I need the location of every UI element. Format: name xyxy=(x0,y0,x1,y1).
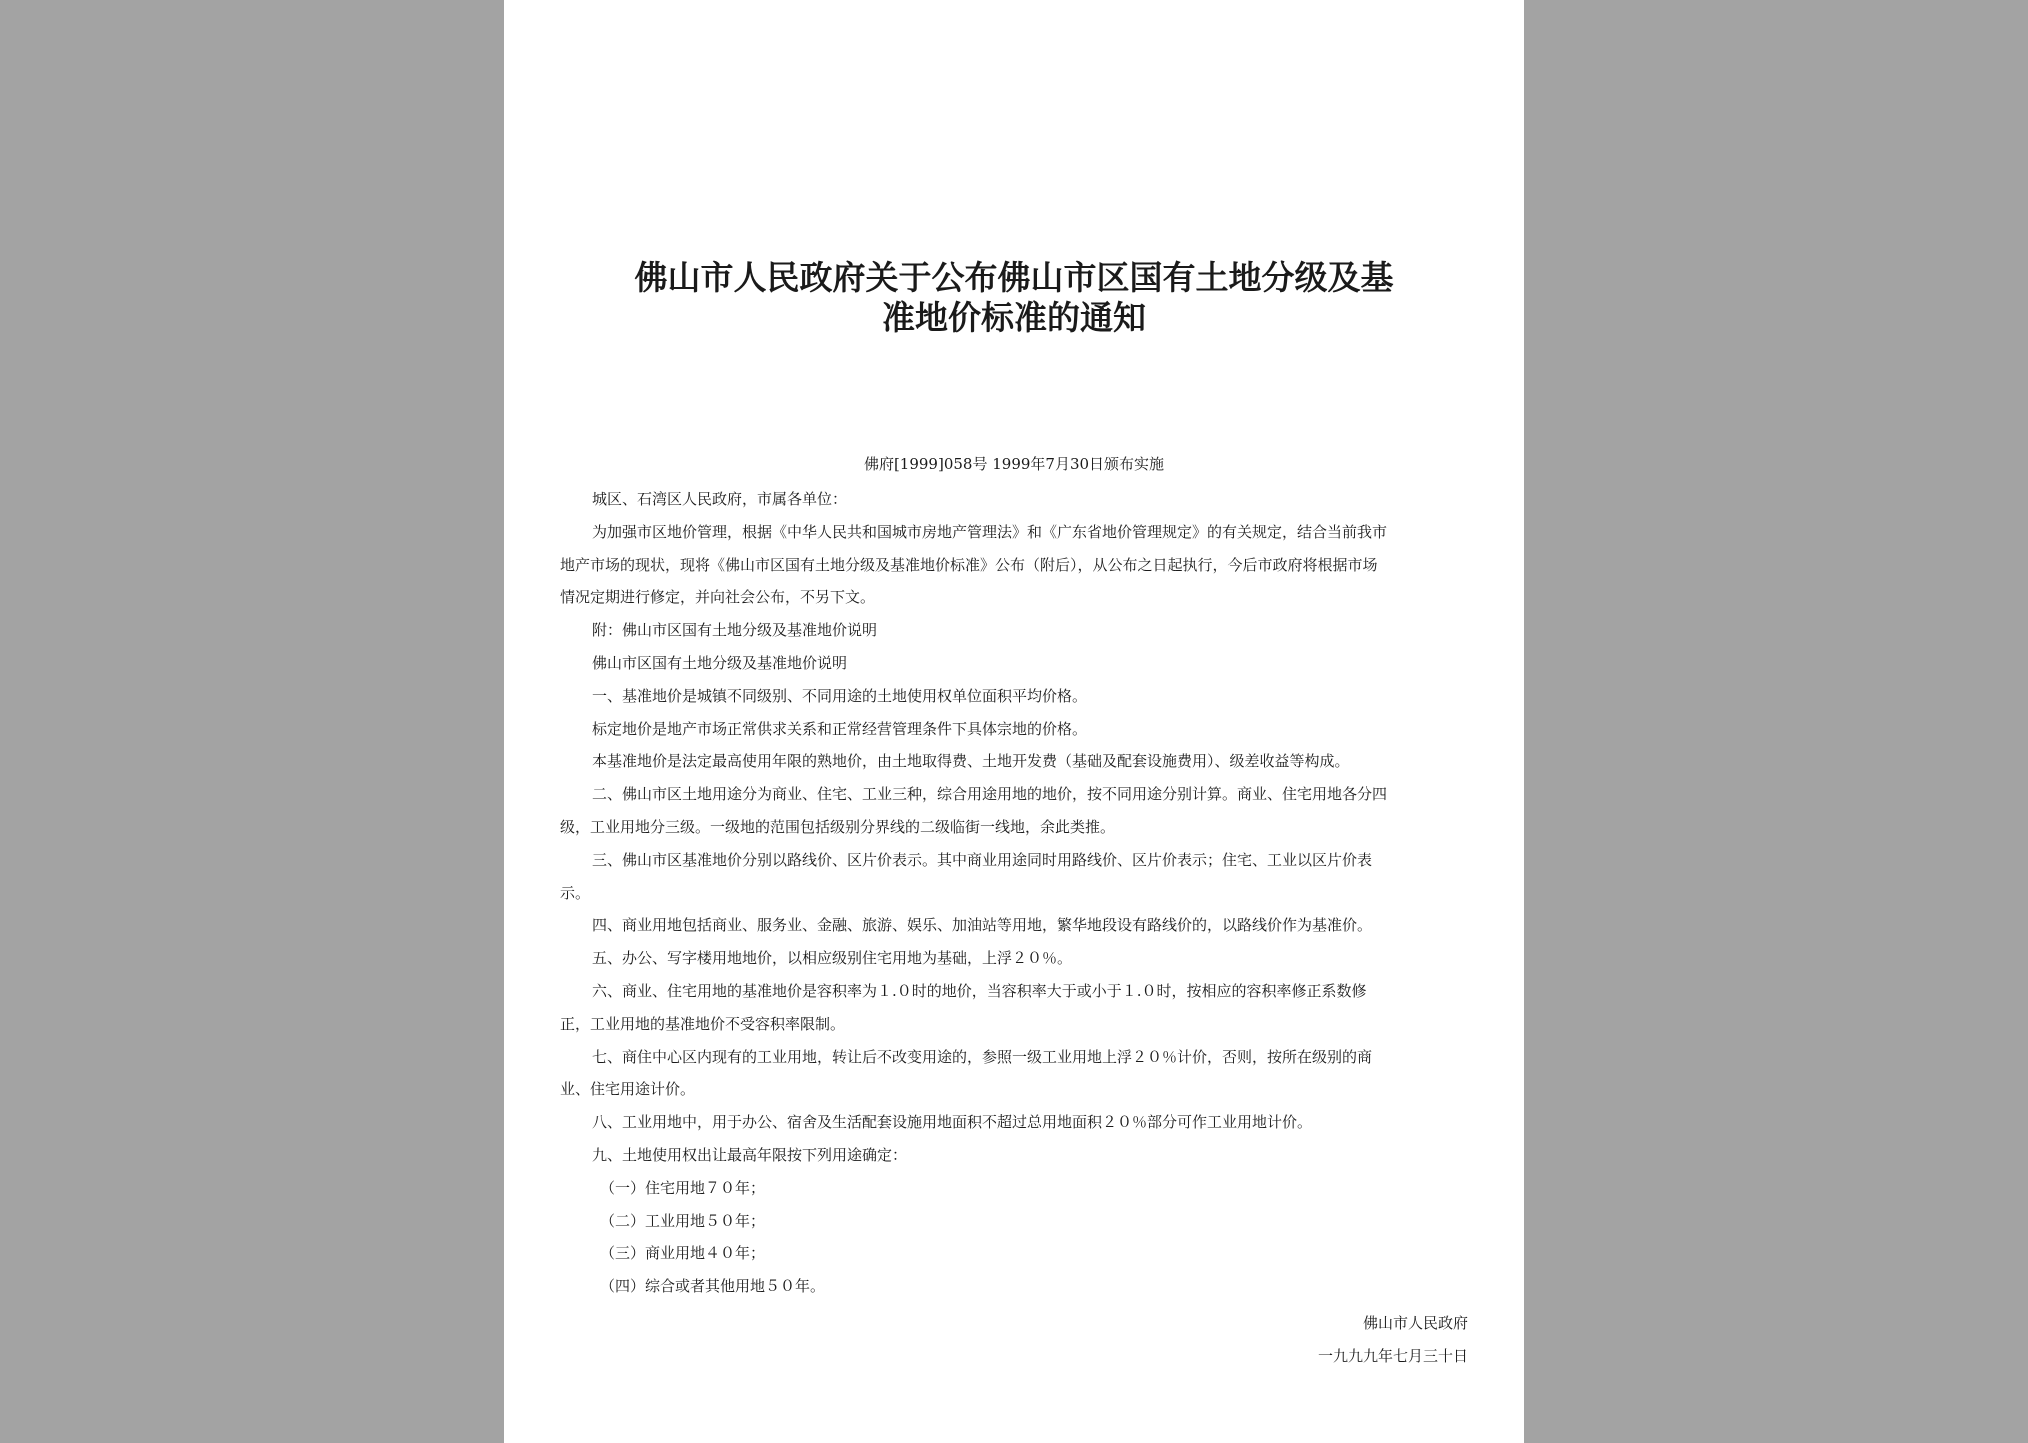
issuer-signature: 佛山市人民政府 xyxy=(1362,1314,1468,1332)
paragraph-line: 地产市场的现状，现将《佛山市区国有土地分级及基准地价标准》公布（附后），从公布之日起执行，今后市政府将根据市场 xyxy=(560,555,1378,574)
paragraph-line: 本基准地价是法定最高使用年限的熟地价，由土地取得费、土地开发费（基础及配套设施费用）、级差收益等构成。 xyxy=(592,752,1350,771)
paragraph-line: 级，工业用地分三级。一级地的范围包括级别分界线的二级临街一线地，余此类推。 xyxy=(560,817,1116,836)
document-issue-info: 佛府[1999]058号 1999年7月30日颁布实施 xyxy=(863,455,1165,473)
paragraph-line: 为加强市区地价管理，根据《中华人民共和国城市房地产管理法》和《广东省地价管理规定》的有关规定，结合当前我市 xyxy=(592,522,1388,541)
paragraph-line: 一、基准地价是城镇不同级别、不同用途的土地使用权单位面积平均价格。 xyxy=(592,686,1088,705)
document-body xyxy=(560,483,1470,1303)
document-page xyxy=(504,0,1524,1443)
list-item: （二）工业用地５０年； xyxy=(600,1211,766,1230)
list-item: （一）住宅用地７０年； xyxy=(600,1178,766,1197)
paragraph-line: 情况定期进行修定，并向社会公布，不另下文。 xyxy=(560,588,876,607)
paragraph-line: 五、办公、写字楼用地地价，以相应级别住宅用地为基础，上浮２０％。 xyxy=(592,949,1073,968)
paragraph-line: 示。 xyxy=(560,883,591,902)
paragraph-line: 标定地价是地产市场正常供求关系和正常经营管理条件下具体宗地的价格。 xyxy=(592,719,1088,738)
salutation: 城区、石湾区人民政府，市属各单位： xyxy=(592,490,848,508)
signature-block xyxy=(1318,1307,1468,1373)
list-item: （三）商业用地４０年； xyxy=(600,1244,766,1263)
paragraph-line: 四、商业用地包括商业、服务业、金融、旅游、娱乐、加油站等用地，繁华地段设有路线价的，以路线价作为基准价。 xyxy=(592,916,1373,935)
document-title xyxy=(594,258,1434,338)
paragraph-line: 正，工业用地的基准地价不受容积率限制。 xyxy=(560,1014,846,1033)
attachment-note: 附：佛山市区国有土地分级及基准地价说明 xyxy=(592,621,878,640)
paragraph-line: 业、住宅用途计价。 xyxy=(560,1080,696,1099)
paragraph-line: 七、商住中心区内现有的工业用地，转让后不改变用途的，参照一级工业用地上浮２０％计价，否则，按所在级别的商 xyxy=(592,1047,1373,1066)
title-line-1: 佛山市人民政府关于公布佛山市区国有土地分级及基 xyxy=(634,258,1394,297)
paragraph-line: 二、佛山市区土地用途分为商业、住宅、工业三种，综合用途用地的地价，按不同用途分别计算。商业、住宅用地各分四 xyxy=(592,785,1388,804)
issue-date: 一九九九年七月三十日 xyxy=(1317,1347,1468,1365)
attachment-heading: 佛山市区国有土地分级及基准地价说明 xyxy=(592,653,848,672)
paragraph-line: 八、工业用地中，用于办公、宿舍及生活配套设施用地面积不超过总用地面积２０％部分可作工业用地计价。 xyxy=(592,1113,1313,1132)
title-line-2: 准地价标准的通知 xyxy=(882,298,1146,337)
paragraph-line: 三、佛山市区基准地价分别以路线价、区片价表示。其中商业用途同时用路线价、区片价表示；住宅、工业以区片价表 xyxy=(592,850,1373,869)
paragraph-line: 九、土地使用权出让最高年限按下列用途确定： xyxy=(592,1145,908,1164)
list-item: （四）综合或者其他用地５０年。 xyxy=(600,1277,826,1296)
paragraph-line: 六、商业、住宅用地的基准地价是容积率为１.０时的地价，当容积率大于或小于１.０时，按相应的容积率修正系数修 xyxy=(592,981,1367,1000)
